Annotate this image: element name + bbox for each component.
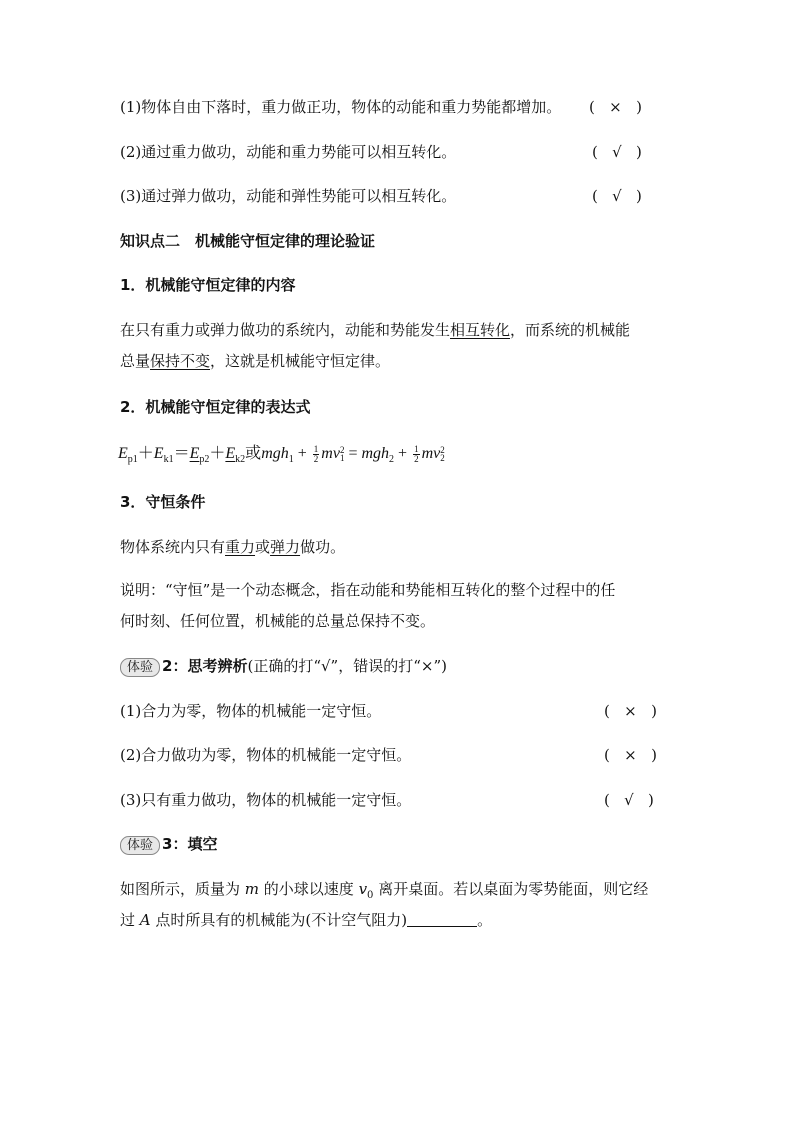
note-line2: 何时刻、任何位置，机械能的总量总保持不变。	[120, 612, 436, 630]
paragraph-content-line1: 在只有重力或弹力做功的系统内，动能和势能发生相互转化，而系统的机械能	[120, 321, 631, 339]
section-title: 知识点二 机械能守恒定律的理论验证	[120, 232, 376, 250]
heading-content: 1．机械能守恒定律的内容	[120, 276, 296, 294]
experience-badge: 体验	[120, 658, 160, 677]
judge2-item-3: (3)只有重力做功，物体的机械能一定守恒。	[120, 791, 412, 809]
question-line1: 如图所示，质量为 m 的小球以速度 $v_0$ 离开桌面。若以桌面为零势能面，则它经	[120, 880, 649, 901]
judge1-item-3: (3)通过弹力做功，动能和弹性势能可以相互转化。	[120, 187, 457, 205]
heading-condition: 3．守恒条件	[120, 493, 206, 511]
underline-mutual-conversion: 相互转化	[450, 321, 511, 339]
underline-elastic: 弹力	[270, 538, 301, 556]
judge1-item-2: (2)通过重力做功，动能和重力势能可以相互转化。	[120, 143, 457, 161]
judge2-answer-1: ( × )	[604, 702, 657, 720]
experience2-heading: 体验 2：思考辨析(正确的打“√”，错误的打“×”)	[120, 656, 447, 677]
question-line2: 过 A 点时所具有的机械能为(不计空气阻力) 。	[120, 911, 493, 929]
note-line1: 说明：“守恒”是一个动态概念，指在动能和势能相互转化的整个过程中的任	[120, 581, 616, 599]
underline-gravity: 重力	[225, 538, 256, 556]
judge2-answer-3: ( √ )	[604, 791, 654, 809]
experience-badge: 体验	[120, 836, 160, 855]
paragraph-content-line2: 总量保持不变，这就是机械能守恒定律。	[120, 352, 391, 370]
judge1-answer-1: ( × )	[589, 98, 642, 116]
judge2-answer-2: ( × )	[604, 746, 657, 764]
paragraph-condition: 物体系统内只有重力或弹力做功。	[120, 538, 346, 556]
conservation-formula: $E_{p1}+E_{k1}=E_{p2}+E_{k2}$或mgh$_1$ + $\frac{1}{2}$ mv 2 1 = mgh$_2$ + $\frac{1}{2}$ mv 2 2	[118, 443, 445, 465]
judge2-item-2: (2)合力做功为零，物体的机械能一定守恒。	[120, 746, 412, 764]
judge1-item-1: (1)物体自由下落时，重力做正功，物体的动能和重力势能都增加。	[120, 98, 562, 116]
answer-blank[interactable]	[407, 912, 477, 927]
experience3-heading: 体验 3：填空	[120, 834, 217, 855]
underline-stays-constant: 保持不变	[150, 352, 211, 370]
heading-expression: 2．机械能守恒定律的表达式	[120, 398, 311, 416]
judge1-answer-3: ( √ )	[592, 187, 642, 205]
judge1-answer-2: ( √ )	[592, 143, 642, 161]
judge2-item-1: (1)合力为零，物体的机械能一定守恒。	[120, 702, 382, 720]
